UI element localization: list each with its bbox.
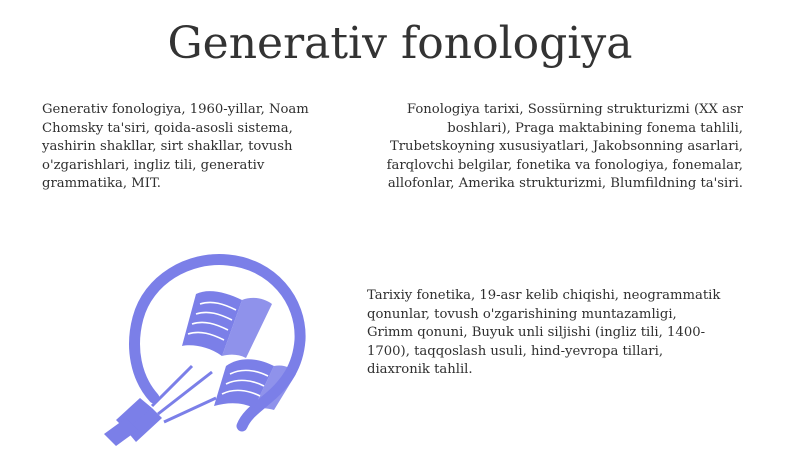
left-text-block: Generativ fonologiya, 1960-yillar, Noam Chomsky ta'siri, qoida-asosli sistema, yashirin shakllar, sirt shakllar, tovush o'zgarishlari, ingliz tili, generativ grammatika, MIT. [42,102,309,192]
right-text-block: Fonologiya tarixi, Sossürning strukturizmi (XX asr boshlari), Praga maktabining fonema tahlili, Trubetskoyning xususiyatlari, Jakobsonning asarlari, farqlovchi belgilar, fonetika va fonologiya, fonemalar, allofonlar, Amerika strukturizmi, Blumfildning ta'siri. [386,102,743,192]
lightbulb-book-icon [96,248,314,448]
slide-title: Generativ fonologiya [167,18,633,69]
bottom-text-block: Tarixiy fonetika, 19-asr kelib chiqishi, neogrammatik qonunlar, tovush o'zgarishining muntazamligi, Grimm qonuni, Buyuk unli siljishi (ingliz tili, 1400-1700), taqqoslash usuli, hind-yevropa tillari, diaxronik tahlil. [367,288,721,378]
